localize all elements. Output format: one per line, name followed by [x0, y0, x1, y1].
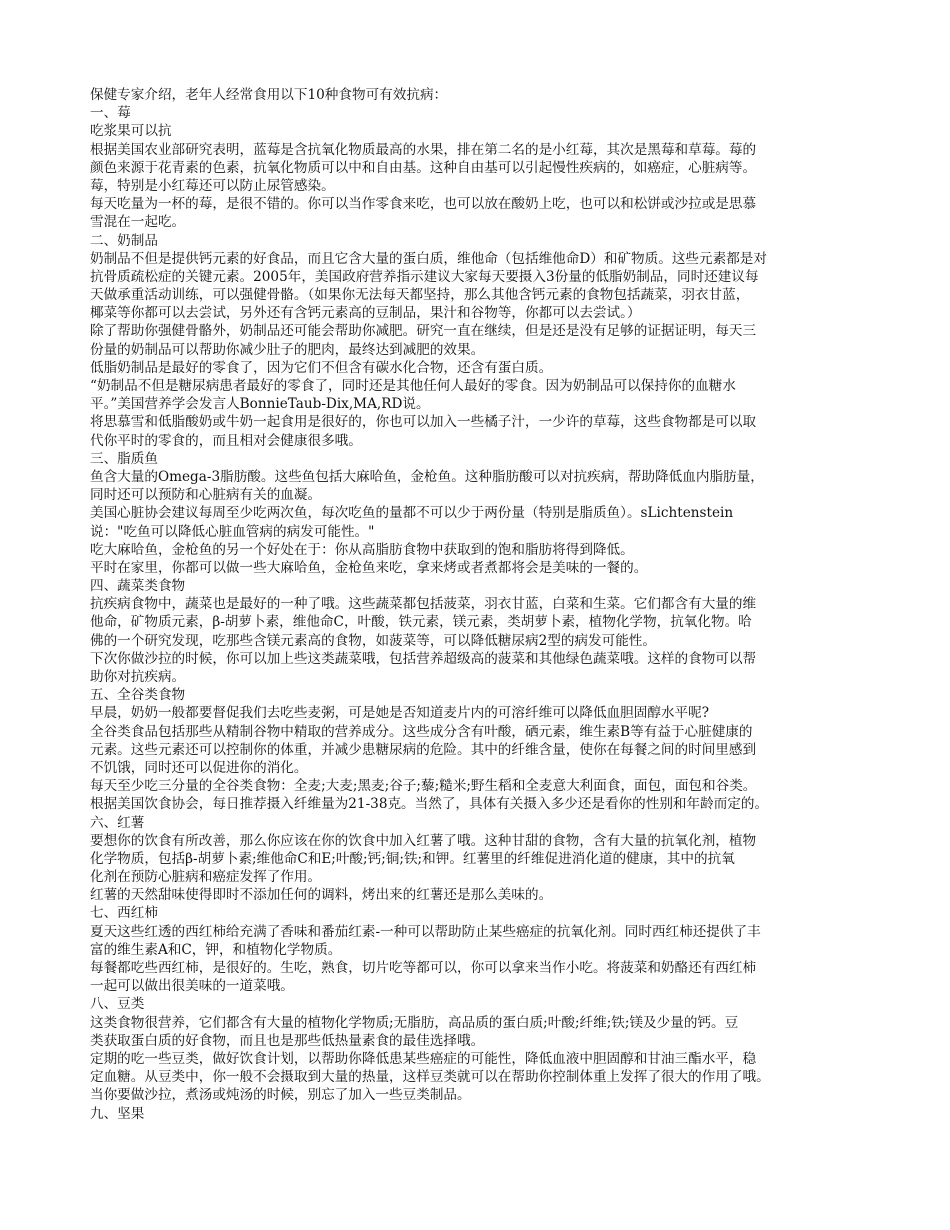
paragraph-line: 平。”美国营养学会发言人BonnieTaub-Dix,MA,RD说。 [90, 396, 430, 413]
intro-line: 保健专家介绍，老年人经常食用以下10种食物可有效抗病： [90, 87, 448, 103]
paragraph-line: 奶制品不但是提供钙元素的好食品，而且它含大量的蛋白质，维他命（包括维他命D）和矿物质。这些元素都是对 [90, 250, 767, 267]
paragraph-line: 根据美国饮食协会，每日推荐摄入纤维量为21-38克。当然了，具体有关摄入多少还是看你的性别和年龄而定的。 [90, 796, 769, 813]
section-heading-fish: 三、脂质鱼 [90, 450, 158, 467]
paragraph-line: 要想你的饮食有所改善，那么你应该在你的饮食中加入红薯了哦。这种甘甜的食物，含有大量的抗氧化剂，植物 [90, 832, 757, 849]
section-heading-sweet-potato: 六、红薯 [90, 814, 145, 831]
paragraph-line: 元素。这些元素还可以控制你的体重，并减少患糖尿病的危险。其中的纤维含量，使你在每餐之间的时间里感到 [90, 741, 757, 758]
paragraph-line: 不饥饿，同时还可以促进你的消化。 [90, 759, 308, 776]
section-heading-beans: 八、豆类 [90, 996, 145, 1013]
document-body [90, 86, 865, 1123]
paragraph-line: 化剂在预防心脏病和癌症发挥了作用。 [90, 869, 322, 886]
paragraph-line: 每天至少吃三分量的全谷类食物：全麦;大麦;黑麦;谷子;藜;糙米;野生稻和全麦意大利面食，面包，面包和谷类。 [90, 778, 757, 795]
paragraph-line: 根据美国农业部研究表明，蓝莓是含抗氧化物质最高的水果，排在第二名的是小红莓，其次是黑莓和草莓。莓的 [90, 141, 757, 158]
paragraph-line: 助你对抗疾病。 [90, 669, 186, 685]
paragraph-line: 吃大麻哈鱼，金枪鱼的另一个好处在于：你从高脂肪食物中获取到的饱和脂肪将得到降低。 [90, 541, 634, 558]
paragraph-line: 颜色来源于花青素的色素，抗氧化物质可以中和自由基。这种自由基可以引起慢性疾病的，如癌症，心脏病等。 [90, 159, 757, 176]
paragraph-line: 份量的奶制品可以帮助你减少肚子的肥肉，最终达到减肥的效果。 [90, 341, 485, 358]
paragraph-line: 定血糖。从豆类中，你一般不会摄取到大量的热量，这样豆类就可以在帮助你控制体重上发挥了很大的作用了哦。 [90, 1069, 770, 1086]
section-heading-vegetables: 四、蔬菜类食物 [90, 578, 186, 595]
paragraph-line: 他命，矿物质元素，β-胡萝卜素，维他命C，叶酸，铁元素，镁元素，类胡萝卜素，植物化学物，抗氧化物。哈 [90, 614, 752, 631]
paragraph-line: 抗疾病食物中，蔬菜也是最好的一种了哦。这些蔬菜都包括菠菜，羽衣甘蓝，白菜和生菜。它们都含有大量的维 [90, 596, 757, 613]
paragraph-line: 雪混在一起吃。 [90, 214, 186, 231]
paragraph-line: 下次你做沙拉的时候，你可以加上些这类蔬菜哦，包括营养超级高的菠菜和其他绿色蔬菜哦。这样的食物可以帮 [90, 650, 757, 667]
paragraph-line: 鱼含大量的Omega-3脂肪酸。这些鱼包括大麻哈鱼，金枪鱼。这种脂肪酸可以对抗疾病，帮助降低血内脂肪量， [90, 468, 764, 485]
paragraph-line: 低脂奶制品是最好的零食了，因为它们不但含有碳水化合物，还含有蛋白质。 [90, 359, 553, 376]
paragraph-line: 说："吃鱼可以降低心脏血管病的病发可能性。" [90, 523, 375, 540]
section-heading-whole-grains: 五、全谷类食物 [90, 687, 186, 704]
paragraph-line: 富的维生素A和C，钾，和植物化学物质。 [90, 941, 342, 958]
paragraph-line: 同时还可以预防和心脏病有关的血凝。 [90, 487, 322, 504]
paragraph-line: 每天吃量为一杯的莓，是很不错的。你可以当作零食来吃，也可以放在酸奶上吃，也可以和松饼或沙拉或是思慕 [90, 196, 757, 213]
paragraph-line: 将思慕雪和低脂酸奶或牛奶一起食用是很好的，你也可以加入一些橘子汁，一少许的草莓，这些食物都是可以取 [90, 414, 757, 431]
paragraph-line: 代你平时的零食的，而且相对会健康很多哦。 [90, 432, 362, 449]
paragraph-line: “奶制品不但是糖尿病患者最好的零食了，同时还是其他任何人最好的零食。因为奶制品可以保持你的血糖水 [90, 378, 736, 394]
paragraph-line: 佛的一个研究发现，吃那些含镁元素高的食物，如菠菜等，可以降低糖尿病2型的病发可能性。 [90, 632, 656, 649]
section-heading-nuts: 九、坚果 [90, 1105, 145, 1122]
paragraph-line: 平时在家里，你都可以做一些大麻哈鱼，金枪鱼来吃，拿来烤或者煮都将会是美味的一餐的。 [90, 559, 648, 576]
paragraph-line: 一起可以做出很美味的一道菜哦。 [90, 978, 294, 995]
subheading-berries: 吃浆果可以抗 [90, 123, 172, 140]
paragraph-line: 每餐都吃些西红柿，是很好的。生吃，熟食，切片吃等都可以，你可以拿来当作小吃。将菠菜和奶酪还有西红柿 [90, 960, 757, 976]
paragraph-line: 红薯的天然甜味使得即时不添加任何的调料，烤出来的红薯还是那么美味的。 [90, 887, 553, 904]
paragraph-line: 抗骨质疏松症的关键元素。2005年，美国政府营养指示建议大家每天要摄入3份量的低脂奶制品，同时还建议每 [90, 268, 759, 285]
paragraph-line: 化学物质，包括β-胡萝卜素;维他命C和E;叶酸;钙;铜;铁;和钾。红薯里的纤维促进消化道的健康，其中的抗氧 [90, 850, 735, 867]
paragraph-line: 这类食物很营养，它们都含有大量的植物化学物质;无脂肪，高品质的蛋白质;叶酸;纤维;铁;镁及少量的钙。豆 [90, 1014, 739, 1031]
paragraph-line: 天做承重活动训练，可以强健骨骼。（如果你无法每天都坚持，那么其他含钙元素的食物包括蔬菜，羽衣甘蓝， [90, 287, 750, 304]
paragraph-line: 除了帮助你强健骨骼外，奶制品还可能会帮助你减肥。研究一直在继续，但是还是没有足够的证据证明，每天三 [90, 323, 757, 340]
section-heading-tomato: 七、西红柿 [90, 905, 158, 922]
paragraph-line: 当你要做沙拉，煮汤或炖汤的时候，别忘了加入一些豆类制品。 [90, 1087, 471, 1104]
paragraph-line: 美国心脏协会建议每周至少吃两次鱼，每次吃鱼的量都不可以少于两份量（特别是脂质鱼）。sLichtenstein [90, 505, 734, 522]
paragraph-line: 莓，特别是小红莓还可以防止尿管感染。 [90, 177, 335, 194]
section-heading-dairy: 二、奶制品 [90, 232, 158, 249]
paragraph-line: 早晨，奶奶一般都要督促我们去吃些麦粥，可是她是否知道麦片内的可溶纤维可以降低血胆固醇水平呢? [90, 705, 710, 722]
paragraph-line: 类获取蛋白质的好食物，而且也是那些低热量素食的最佳选择哦。 [90, 1032, 485, 1049]
paragraph-line: 椰菜等你都可以去尝试，另外还有含钙元素高的豆制品，果汁和谷物等，你都可以去尝试。） [90, 305, 641, 322]
section-heading-berries: 一、莓 [90, 105, 131, 122]
paragraph-line: 定期的吃一些豆类，做好饮食计划，以帮助你降低患某些癌症的可能性，降低血液中胆固醇和甘油三酯水平，稳 [90, 1050, 757, 1067]
paragraph-line: 夏天这些红透的西红柿给充满了香味和番茄红素-一种可以帮助防止某些癌症的抗氧化剂。同时西红柿还提供了丰 [90, 923, 761, 940]
paragraph-line: 全谷类食品包括那些从精制谷物中精取的营养成分。这些成分含有叶酸，硒元素，维生素B等有益于心脏健康的 [90, 723, 753, 740]
